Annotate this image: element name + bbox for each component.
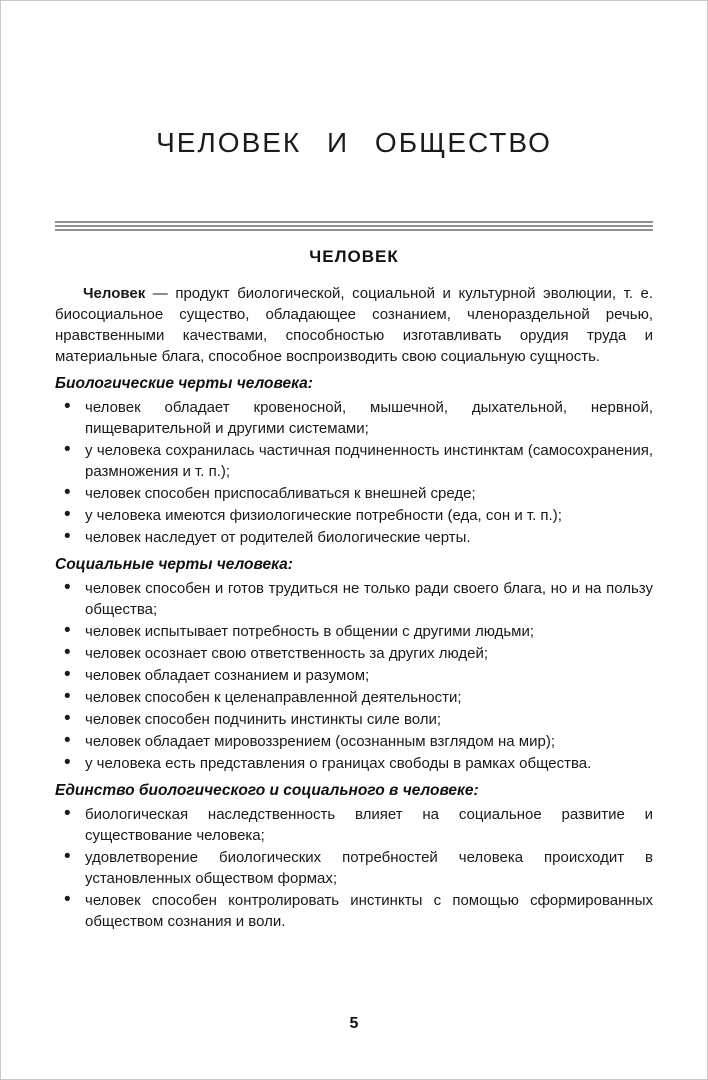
page-number: 5 [349, 1015, 359, 1032]
bullet-item: • человек обладает сознанием и разумом; [55, 665, 653, 686]
bullet-item: • человек обладает мировоззрением (осознанным взглядом на мир); [55, 731, 653, 752]
bullet-item: • человек способен к целенаправленной деятельности; [55, 687, 653, 708]
subsection-social-traits [55, 556, 653, 774]
intro-lead-term: Человек [83, 285, 146, 302]
bullet-item: • человек способен подчинить инстинкты силе воли; [55, 709, 653, 730]
subsection-unity [55, 782, 653, 932]
bullet-item: • удовлетворение биологических потребностей человека происходит в установленных обществом формах; [55, 847, 653, 889]
subsection-heading-social: Социальные черты человека: [55, 556, 293, 573]
rule-line [55, 221, 653, 223]
subsection-biological-traits [55, 375, 653, 548]
bullet-item: • человек наследует от родителей биологические черты. [55, 527, 653, 548]
bullet-item: • у человека сохранилась частичная подчиненность инстинктам (самосохранения, размножения и т. п.); [55, 440, 653, 482]
intro-paragraph [55, 283, 653, 367]
bullet-item: • человек способен контролировать инстинкты с помощью сформированных обществом сознания и воли. [55, 890, 653, 932]
bullet-list-social [55, 578, 653, 774]
rule-line [55, 229, 653, 231]
subsection-heading-biological: Биологические черты человека: [55, 375, 313, 392]
subsection-heading-unity: Единство биологического и социального в человеке: [55, 782, 479, 799]
bullet-list-unity [55, 804, 653, 932]
bullet-item: • у человека имеются физиологические потребности (еда, сон и т. п.); [55, 505, 653, 526]
bullet-item: • человек способен приспосабливаться к внешней среде; [55, 483, 653, 504]
double-rule-divider [55, 221, 653, 231]
page-title: ЧЕЛОВЕК И ОБЩЕСТВО [156, 127, 552, 158]
bullet-item: • человек осознает свою ответственность за других людей; [55, 643, 653, 664]
bullet-item: • человек способен и готов трудиться не только ради своего блага, но и на пользу общества; [55, 578, 653, 620]
rule-line [55, 225, 653, 227]
bullet-item: • биологическая наследственность влияет на социальное развитие и существование человека; [55, 804, 653, 846]
section-heading: ЧЕЛОВЕК [309, 247, 399, 266]
bullet-item: • человек обладает кровеносной, мышечной, дыхательной, нервной, пищеварительной и другими системами; [55, 397, 653, 439]
bullet-list-biological [55, 397, 653, 548]
bullet-item: • у человека есть представления о границах свободы в рамках общества. [55, 753, 653, 774]
intro-text: — продукт биологической, социальной и культурной эволюции, т. е. биосоциальное существо, обладающее сознанием, членораздельной речью, нравственными качествами, способностью изготавливать орудия труда и материальные блага, способное воспроизводить свою социальную сущность. [55, 285, 653, 365]
bullet-item: • человек испытывает потребность в общении с другими людьми; [55, 621, 653, 642]
